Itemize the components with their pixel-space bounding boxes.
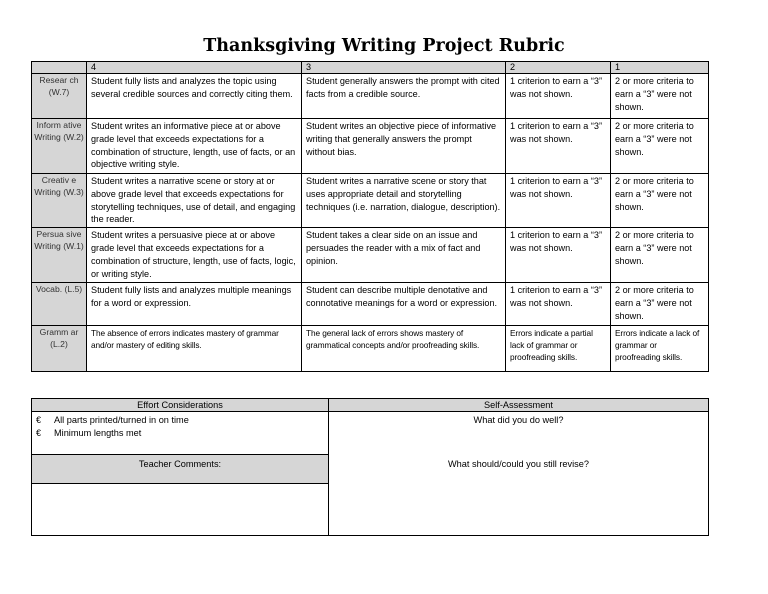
rubric-header-blank (32, 62, 87, 74)
rubric-table (31, 61, 709, 372)
effort-item (36, 414, 324, 427)
criterion-cell: 2 or more criteria to earn a “3” were not shown. (611, 228, 709, 283)
self-assessment-question-1: What did you do well? (473, 415, 564, 425)
criterion-cell: 1 criterion to earn a “3” was not shown. (506, 174, 611, 228)
assessment-table (31, 398, 709, 536)
rubric-row-creative (32, 174, 709, 228)
effort-item-label: All parts printed/turned in on time (54, 415, 189, 425)
teacher-comments-area[interactable] (32, 484, 329, 536)
criterion-cell: 1 criterion to earn a “3” was not shown. (506, 283, 611, 326)
criterion-cell: Student fully lists and analyzes multiple meanings for a word or expression. (87, 283, 302, 326)
self-assessment-header: Self-Assessment (329, 399, 709, 412)
assessment-header-row (32, 399, 709, 412)
criterion-cell: Student writes a persuasive piece at or above grade level that exceeds expectations for a combination of structure, length, use of facts, logic, or writing style. (87, 228, 302, 283)
rubric-header-score-1: 1 (611, 62, 709, 74)
criterion-cell: Student writes a narrative scene or story that uses appropriate detail and storytelling techniques (i.e. narration, dialogue, description). (302, 174, 506, 228)
criterion-cell: 2 or more criteria to earn a “3” were not shown. (611, 174, 709, 228)
effort-item (36, 427, 324, 440)
criterion-cell: Student writes a narrative scene or story at or above grade level that exceeds expectations for storytelling techniques, use of detail, and engaging the reader. (87, 174, 302, 228)
criterion-cell: Student generally answers the prompt with cited facts from a credible source. (302, 74, 506, 119)
rubric-header-score-4: 4 (87, 62, 302, 74)
category-label: Persua sive Writing (W.1) (32, 228, 87, 283)
rubric-header-score-3: 3 (302, 62, 506, 74)
rubric-row-persuasive (32, 228, 709, 283)
criterion-cell: The absence of errors indicates mastery of grammar and/or mastery of editing skills. (87, 326, 302, 372)
criterion-cell: 1 criterion to earn a “3” was not shown. (506, 74, 611, 119)
category-label: Inform ative Writing (W.2) (32, 119, 87, 174)
bullet-icon: € (36, 415, 42, 425)
criterion-cell: 2 or more criteria to earn a “3” were not shown. (611, 74, 709, 119)
category-label: Vocab. (L.5) (32, 283, 87, 326)
criterion-cell: 1 criterion to earn a “3” was not shown. (506, 119, 611, 174)
category-label: Resear ch (W.7) (32, 74, 87, 119)
criterion-cell: Student fully lists and analyzes the topic using several credible sources and correctly citing them. (87, 74, 302, 119)
criterion-cell: Student writes an objective piece of informative writing that generally answers the prompt without bias. (302, 119, 506, 174)
criterion-cell: 2 or more criteria to earn a “3” were not shown. (611, 283, 709, 326)
criterion-cell: Student can describe multiple denotative and connotative meanings for a word or expression. (302, 283, 506, 326)
rubric-row-vocab (32, 283, 709, 326)
teacher-comments-header: Teacher Comments: (32, 455, 329, 484)
criterion-cell: 1 criterion to earn a “3” was not shown. (506, 228, 611, 283)
category-label: Gramm ar (L.2) (32, 326, 87, 372)
self-assessment-question-2: What should/could you still revise? (448, 459, 589, 469)
rubric-row-research (32, 74, 709, 119)
criterion-cell: Errors indicate a lack of grammar or proofreading skills. (611, 326, 709, 372)
rubric-header-score-2: 2 (506, 62, 611, 74)
effort-list (32, 412, 329, 455)
rubric-header-row (32, 62, 709, 74)
page-title: Thanksgiving Writing Project Rubric (203, 36, 565, 56)
criterion-cell: Student writes an informative piece at or above grade level that exceeds expectations for a combination of structure, length, use of facts, or an objective writing style. (87, 119, 302, 174)
rubric-row-informative (32, 119, 709, 174)
effort-item-label: Minimum lengths met (54, 428, 142, 438)
category-label: Creativ e Writing (W.3) (32, 174, 87, 228)
effort-header: Effort Considerations (32, 399, 329, 412)
rubric-row-grammar (32, 326, 709, 372)
criterion-cell: Student takes a clear side on an issue and persuades the reader with a mix of fact and opinion. (302, 228, 506, 283)
criterion-cell: 2 or more criteria to earn a “3” were not shown. (611, 119, 709, 174)
criterion-cell: Errors indicate a partial lack of grammar or proofreading skills. (506, 326, 611, 372)
criterion-cell: The general lack of errors shows mastery of grammatical concepts and/or proofreading skills. (302, 326, 506, 372)
self-assessment-area[interactable] (329, 412, 709, 536)
bullet-icon: € (36, 428, 42, 438)
